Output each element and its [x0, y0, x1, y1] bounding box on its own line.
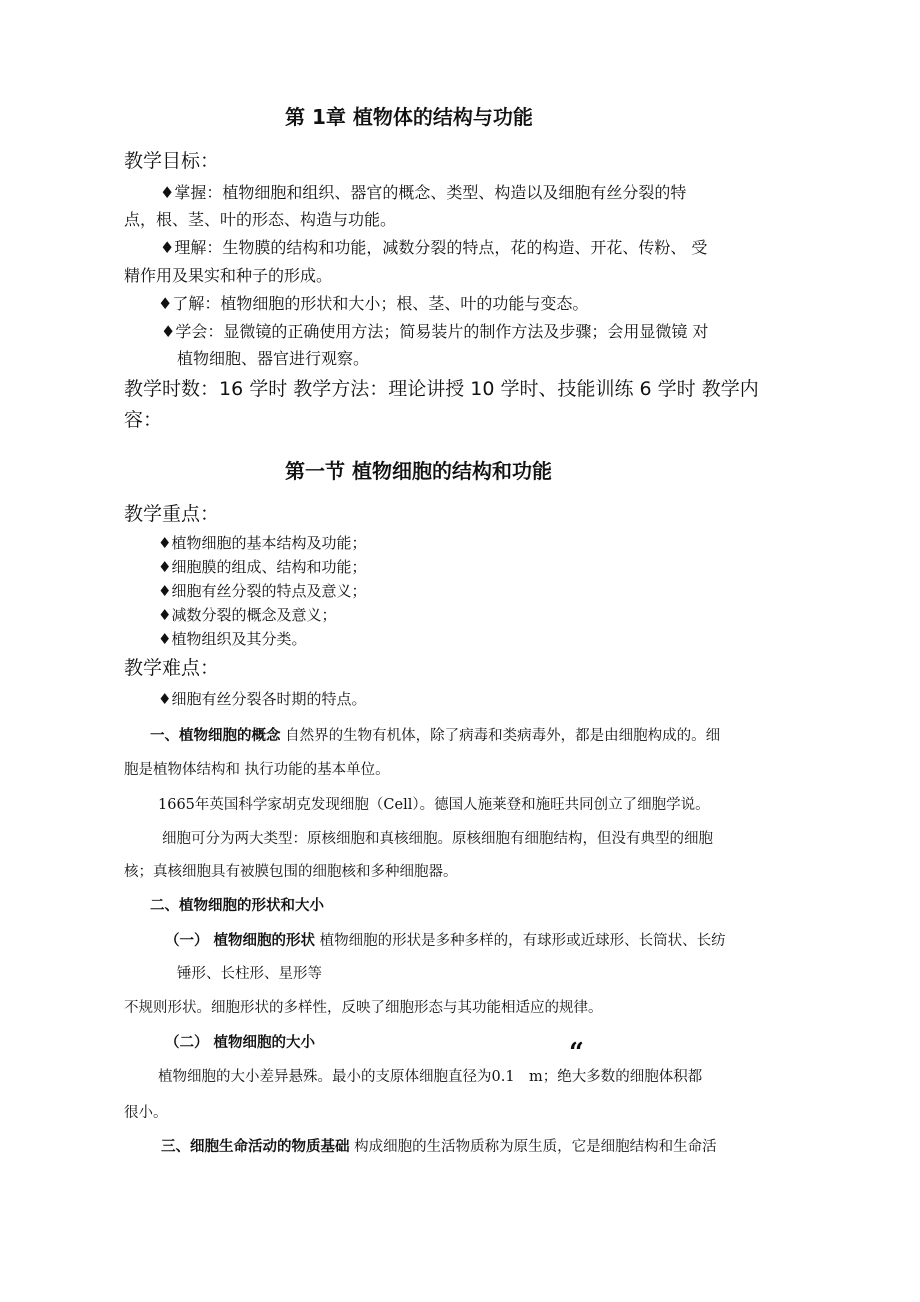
heading-shape-size: 二、植物细胞的形状和大小: [150, 898, 324, 914]
key-point-item: ♦细胞膜的组成、结构和功能；: [158, 558, 367, 576]
heading-protoplasm: 三、细胞生命活动的物质基础: [161, 1139, 350, 1155]
key-point-item: ♦植物细胞的基本结构及功能；: [158, 534, 367, 552]
paragraph-cell-types-line1: 细胞可分为两大类型：原核细胞和真核细胞。原核细胞有细胞结构，但没有典型的细胞: [162, 831, 713, 847]
paragraph-cell-size-line1: 植物细胞的大小差异悬殊。最小的支原体细胞直径为0.1 m；绝大多数的细胞体积都: [158, 1069, 703, 1085]
objective-understand-line1: ♦理解：生物膜的结构和功能，减数分裂的特点，花的构造、开花、传粉、 受: [160, 238, 708, 257]
paragraph-cell-shape-text: 植物细胞的形状是多种多样的，有球形或近球形、长筒状、长纺: [315, 933, 726, 949]
paragraph-cell-concept-text: 自然界的生物有机体，除了病毒和类病毒外，都是由细胞构成的。细: [280, 728, 721, 744]
paragraph-cell-shape-line1: [165, 929, 726, 950]
objective-learn-line2: 植物细胞、器官进行观察。: [177, 349, 370, 368]
difficult-point-item: ♦细胞有丝分裂各时期的特点。: [158, 690, 367, 708]
paragraph-cell-concept-line2: 胞是植物体结构和 执行功能的基本单位。: [124, 762, 390, 778]
section-title: 第一节 植物细胞的结构和功能: [285, 459, 552, 483]
teaching-info-line1: 教学时数：16 学时 教学方法：理论讲授 10 学时、技能训练 6 学时 教学内: [124, 378, 759, 400]
paragraph-protoplasm-text: 构成细胞的生活物质称为原生质，它是细胞结构和生命活: [349, 1139, 717, 1155]
chapter-title: 第 1章 植物体的结构与功能: [285, 105, 533, 129]
key-point-item: ♦细胞有丝分裂的特点及意义；: [158, 582, 367, 600]
paragraph-cell-concept-line1: [150, 724, 720, 745]
teaching-info-line2: 容：: [124, 409, 163, 431]
heading-cell-concept: 一、植物细胞的概念: [150, 728, 281, 744]
heading-cell-size: （二） 植物细胞的大小: [165, 1035, 316, 1051]
objective-understand-line2: 精作用及果实和种子的形成。: [124, 266, 333, 285]
objective-know: ♦了解：植物细胞的形状和大小；根、茎、叶的功能与变态。: [158, 294, 589, 313]
paragraph-cell-size-line2: 很小。: [124, 1105, 168, 1121]
key-point-item: ♦减数分裂的概念及意义；: [158, 606, 337, 624]
objectives-heading: 教学目标：: [124, 150, 220, 172]
paragraph-cell-shape-line2: 锤形、长柱形、星形等: [177, 966, 322, 982]
paragraph-cell-discovery: 1665年英国科学家胡克发现细胞（Cell）。德国人施莱登和施旺共同创立了细胞学说。: [158, 797, 710, 813]
paragraph-protoplasm-line1: [161, 1135, 717, 1156]
key-points-heading: 教学重点：: [124, 503, 220, 525]
objective-master-line2: 点，根、茎、叶的形态、构造与功能。: [124, 210, 397, 229]
paragraph-cell-types-line2: 核；真核细胞具有被膜包围的细胞核和多种细胞器。: [124, 864, 458, 880]
objective-master-line1: ♦掌握：植物细胞和组织、器官的概念、类型、构造以及细胞有丝分裂的特: [160, 183, 687, 202]
key-point-item: ♦植物组织及其分类。: [158, 630, 307, 648]
difficult-points-heading: 教学难点：: [124, 657, 220, 679]
paragraph-cell-shape-line3: 不规则形状。细胞形状的多样性，反映了细胞形态与其功能相适应的规律。: [124, 1000, 603, 1016]
heading-cell-shape: （一） 植物细胞的形状: [165, 933, 316, 949]
micro-symbol-glyph: “: [569, 1038, 584, 1068]
objective-learn-line1: ♦学会：显微镜的正确使用方法；简易装片的制作方法及步骤；会用显微镜 对: [161, 322, 709, 341]
